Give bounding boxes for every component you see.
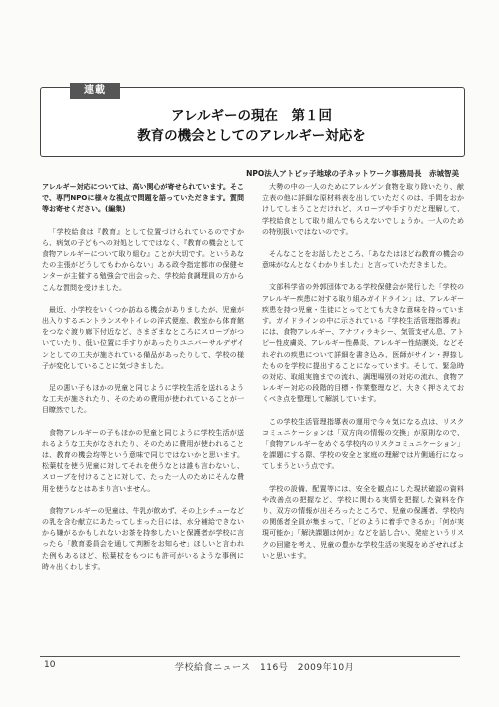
publication-info: 学校給食ニュース 116号 2009年10月: [175, 663, 355, 673]
article-title-line1: アレルギーの現在 第１回: [170, 108, 333, 124]
author-byline: NPO法人アトピッ子地球の子ネットワーク事務局長 赤城智美: [246, 169, 459, 178]
footer-divider: [40, 656, 460, 657]
paragraph: そんなことをお話したところ、「あなたはほどね教育の機会の意味がなんとなくわかりました」と言っていただきました。: [262, 250, 464, 270]
paragraph: 「学校給食は『教育』として位置づけられているのですから、病気の子どもへの対処としてではなく、『教育の機会として食物アレルギーについて取り組む』ことが大切です。というあなたの主張がどうしてもわからない」ある政令指定都市の保健センターが主催する勉強会で出会った、学校給食調理員の方からこんな質問を受けました。: [42, 227, 244, 292]
series-tag: 連載: [70, 83, 120, 99]
left-column: [42, 182, 244, 584]
paragraph: 学校の設備、配置等には、安全を観点にした現状確認の資料や改善点の把握など、学校に関わる実情を把握した資料を作り、双方の情報が出そろったところで、児童の保護者、学校内の関係者全員が集まって、「どのように着手できるか」「何が実現可能か」「解決課題は何か」などを話し合い、発症というリスクの回避を考え、児童の豊かな学校生活の実現をめざせればよいと思います。: [262, 484, 464, 560]
paragraph: 食物アレルギーの子もほかの児童と同じように学校生活が送れるような工夫がなされたり、そのために費用が使われることは、教育の機会均等という意味で同じではないかと思います。松葉杖を使う児童に対してそれを使うなとは誰も言わないし、スロープを付けることに対して、たった一人のためにそんな費用を使うなとはあまり言いません。: [42, 428, 244, 493]
article-title-line2: 教育の機会としてのアレルギー対応を: [137, 128, 366, 144]
paragraph: この学校生活管理指導表の運用で今々気になる点は、リスクコミュニケーションは「双方向の情報の交換」が原則なので、「食物アレルギーをめぐる学校内のリスクコミュニケーション」を課題にする際、学校の安全と家庭の理解では片側通行になってしまうという点です。: [262, 417, 464, 471]
paragraph: 大勢の中の一人のためにアレルゲン食物を取り除いたり、献立表の他に詳細な原材料表を出していただくのは、手間をおかけしてしまうことだけれど、スロープや手すりだと理解して、学校給食として取り組んでもらえないでしょうか。一人のための特別扱いではないのです。: [262, 183, 464, 236]
paragraph: 足の悪い子もほかの児童と同じように学校生活を送れるような工夫が施されたり、そのための費用が使われていることが一目瞭然でした。: [42, 384, 244, 415]
right-column: [262, 182, 464, 573]
lead-paragraph: アレルギー対応については、高い関心が寄せられています。そこで、専門NPOに様々な視点で問題を語っていただきます。質問等お寄せください。(編集): [42, 183, 244, 214]
paragraph: 文部科学省の外郭団体である学校保健会が発行した「学校のアレルギー疾患に対する取り組みガイドライン」は、アレルギー疾患を持つ児童・生徒にとってとても大きな意味を持っています。ガイドラインの中に示されている『学校生活管理指導表』には、食物アレルギー、アナフィラキシー、気管支ぜん息、アトピー性皮膚炎、アレルギー性鼻炎、アレルギー性結膜炎、などそれぞれの疾患について詳細を書き込み、医師がサイン・押捺したものを学校に提出することになっています。そして、緊急時の対応、取組実施までの流れ、調理場別の対応の流れ、食物アレルギー対応の段階的目標・作業整理など、大きく押さえておくべき点を整理して解説しています。: [262, 283, 464, 404]
paragraph: 最近、小学校をいくつか訪ねる機会がありましたが、児童が出入りするエントランスやトイレの洋式便座、教室から体育館をつなぐ渡り廊下付近など、さまざまなところにスロープがついていたり、低い位置に手すりがあったりユニバーサルデザインとしての工夫が施されている備品があったりして、学校の様子が変化していることに気づきました。: [42, 305, 244, 370]
paragraph: 食物アレルギーの児童は、牛乳が飲めず、その上シチューなどの乳を含む献立にあたってしまった日には、水分補給できないから嫌がるかもしれないお茶を持参したいと保護者が学校に言ったら「教育委員会を通して判断をお知らせ」ほしいと言われた例もあるほど、松葉杖をもつにも許可がいるような事例に時々出くわします。: [42, 506, 244, 571]
page-number: 10: [44, 660, 56, 670]
